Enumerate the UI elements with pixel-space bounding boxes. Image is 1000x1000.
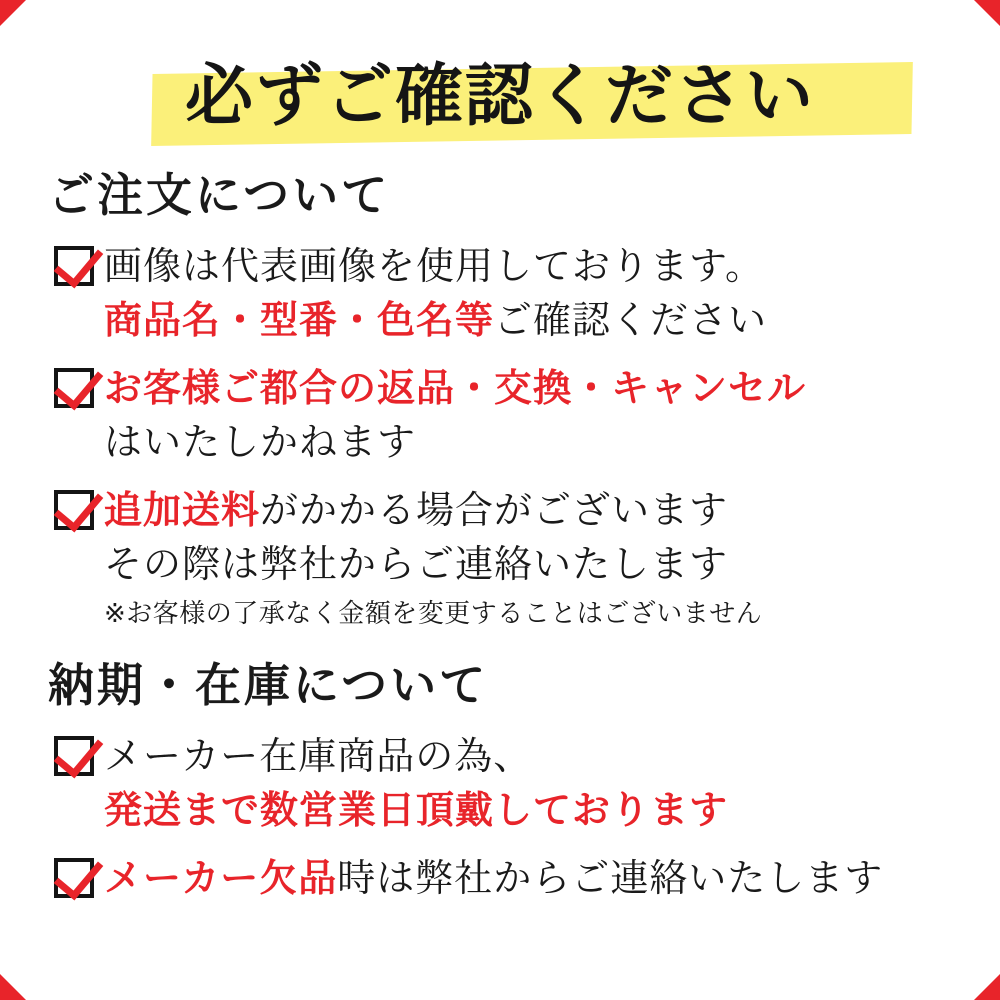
list-item — [54, 484, 956, 632]
text-segment: 時は弊社からご連絡いたします — [337, 855, 884, 900]
text-segment-emphasis: メーカー欠品 — [104, 855, 338, 900]
text-segment: 画像は代表画像を使用しております。 — [104, 243, 764, 288]
section-heading-delivery: 納期・在庫について — [48, 657, 489, 712]
list-item-line — [104, 730, 956, 784]
checkmark-icon — [54, 858, 94, 898]
list-item-line — [104, 362, 956, 416]
corner-decoration-top-left — [0, 0, 26, 26]
section-heading-order: ご注文について — [48, 168, 391, 222]
list-item-line — [104, 538, 956, 592]
text-segment: はいたしかねます — [104, 419, 417, 464]
page-title-text: 必ずご確認ください — [184, 57, 815, 136]
list-item-text — [104, 362, 956, 470]
corner-decoration-bottom-left — [0, 974, 26, 1000]
text-segment-emphasis: 商品名・型番・色名等 — [104, 297, 495, 342]
list-item-line — [104, 240, 956, 294]
checkmark-icon — [54, 490, 94, 530]
list-item-text — [104, 730, 956, 838]
list-item-text — [104, 484, 956, 632]
corner-decoration-top-right — [974, 0, 1000, 26]
list-item-note: ※お客様の了承なく金額を変更することはございません — [104, 598, 763, 629]
list-item-line — [104, 416, 956, 470]
text-segment-emphasis: 発送まで数営業日頂戴しております — [104, 787, 729, 832]
text-segment: がかかる場合がございます — [260, 487, 729, 532]
text-segment-emphasis: お客様ご都合の返品・交換・キャンセル — [104, 365, 807, 410]
checkmark-icon — [54, 246, 94, 286]
page-title — [44, 44, 956, 156]
text-segment: その際は弊社からご連絡いたします — [104, 541, 729, 586]
corner-decoration-bottom-right — [974, 974, 1000, 1000]
list-item — [54, 362, 956, 470]
list-item-line — [104, 484, 956, 538]
list-item-line — [104, 852, 956, 906]
list-item-text — [104, 852, 956, 906]
text-segment-emphasis: 追加送料 — [104, 487, 261, 532]
checkmark-icon — [54, 736, 94, 776]
list-item — [54, 240, 956, 348]
text-segment: ご確認ください — [494, 297, 768, 342]
list-item-text — [104, 240, 956, 348]
checkmark-icon — [54, 368, 94, 408]
list-item — [54, 852, 956, 906]
list-item-line — [104, 294, 956, 348]
list-item — [54, 730, 956, 838]
list-item-line — [104, 784, 956, 838]
text-segment: メーカー在庫商品の為、 — [104, 733, 533, 778]
